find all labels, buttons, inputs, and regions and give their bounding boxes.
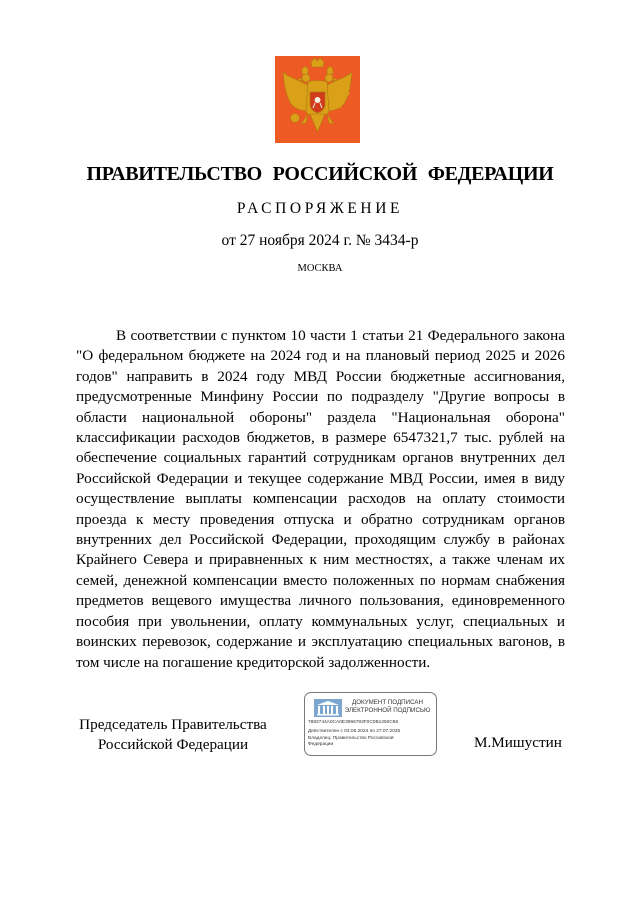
electronic-signature-stamp bbox=[304, 692, 437, 756]
signer-title bbox=[78, 715, 268, 754]
coat-of-arms-emblem bbox=[275, 56, 360, 143]
document-city: МОСКВА bbox=[297, 263, 343, 274]
signer-name: М.Мишустин bbox=[474, 734, 562, 751]
esig-certificate: 7882744A0CA0E3996783F0C0B1250C86 bbox=[308, 720, 399, 725]
building-icon bbox=[313, 698, 343, 718]
esig-owner-line1: Владелец: Правительство Российской bbox=[308, 736, 394, 741]
esig-heading bbox=[343, 699, 432, 714]
esig-heading-line2: ЭЛЕКТРОННОЙ ПОДПИСЬЮ bbox=[344, 706, 431, 714]
right-head bbox=[325, 74, 333, 82]
esig-heading-line1: ДОКУМЕНТ ПОДПИСАН bbox=[352, 699, 423, 706]
signer-title-line2: Российской Федерации bbox=[97, 735, 249, 753]
organization-name: ПРАВИТЕЛЬСТВО РОССИЙСКОЙ ФЕДЕРАЦИИ bbox=[86, 163, 554, 185]
signer-title-line1: Председатель Правительства bbox=[79, 716, 267, 733]
document-date-number: от 27 ноября 2024 г. № 3434-р bbox=[221, 232, 419, 249]
document-type: РАСПОРЯЖЕНИЕ bbox=[236, 200, 404, 217]
esig-validity: Действителен с 03.05.2024 по 27.07.2025 bbox=[308, 729, 401, 734]
left-head bbox=[302, 74, 310, 82]
decree-body-paragraph: В соответствии с пунктом 10 части 1 статьи 21 Федерального закона "О федеральном бюджете на 2024 год и на плановый период 2025 и 2026 годов" направить в 2024 году МВД России бюджетные ассигнования, предусмотренные Минфину России по подразделу "Другие вопросы в области национальной обороны" раздела "Национальная оборона" классификации расходов бюджетов, в размере 6547321,7 тыс. рублей на обеспечение социальных гарантий сотрудникам органов внутренних дел Российской Федерации и текущее содержание МВД России, имея в виду осуществление выплаты компенсации расходов на оплату стоимости проезда к месту проведения отпуска и обратно сотрудникам органов внутренних дел Российской Федерации, проходящим службу в районах Крайнего Севера и приравненных к ним местностях, а также членам их семей, денежной компенсации вместо положенных по нормам снабжения предметов вещевого имущества личного пользования, единовременного пособия при увольнении, оплату коммунальных услуг, специальных и воинских перевозок, содержание и эксплуатацию специальных вагонов, в том числе на погашение кредиторской задолженности. bbox=[76, 327, 565, 671]
esig-owner-line2: Федерации bbox=[308, 742, 334, 747]
